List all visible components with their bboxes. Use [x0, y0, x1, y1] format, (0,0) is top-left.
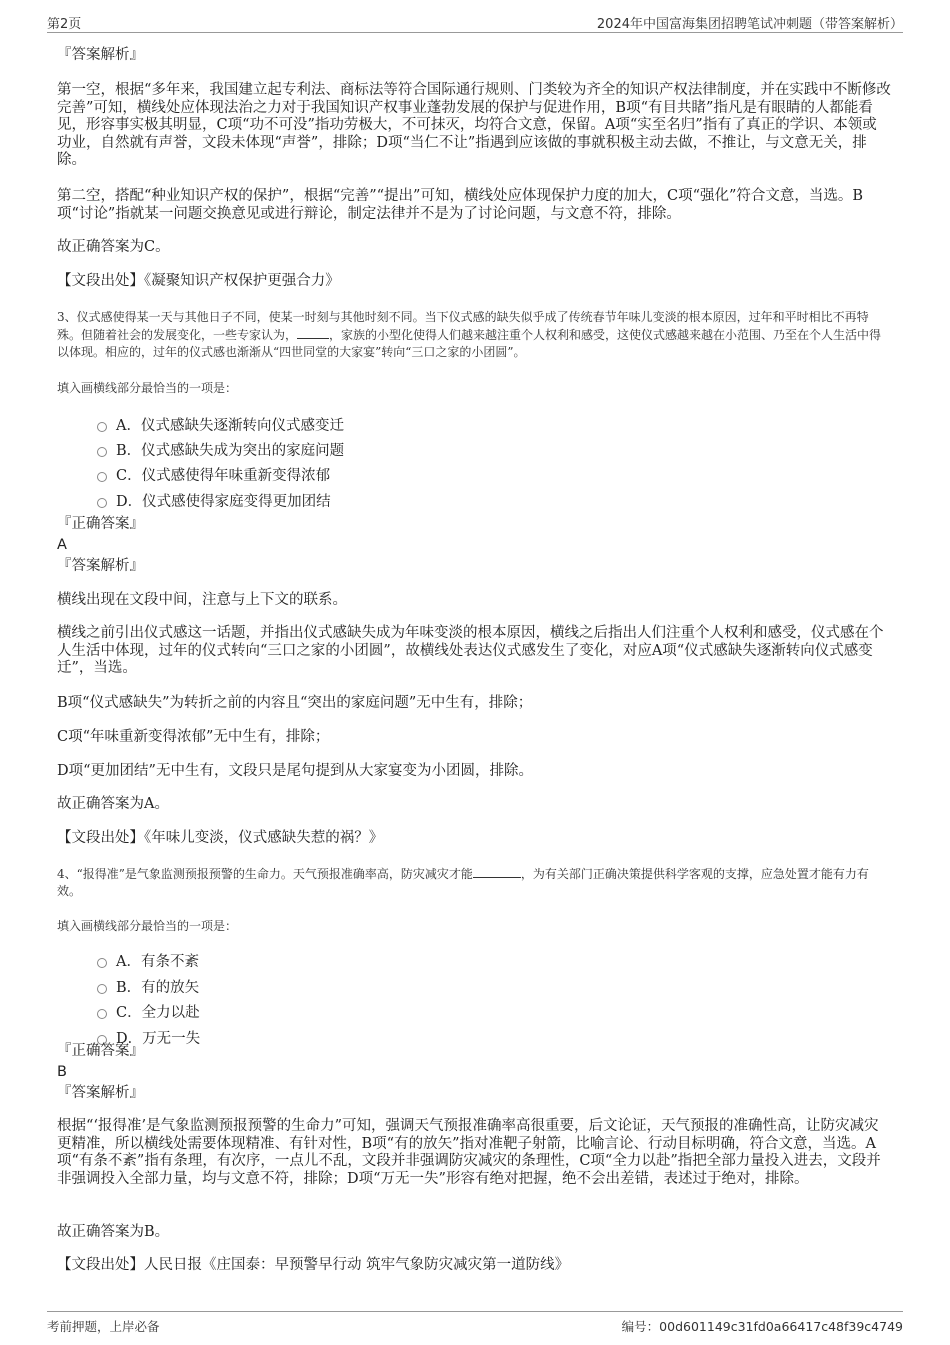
q3-correct-value: A — [57, 537, 67, 553]
q4-analysis-label: 『答案解析』 — [57, 1085, 144, 1101]
document-title: 2024年中国富海集团招聘笔试冲刺题（带答案解析） — [596, 17, 903, 32]
q4-correct-label: 『正确答案』 — [57, 1043, 144, 1059]
radio-icon[interactable] — [97, 422, 107, 432]
q3-blank — [297, 326, 329, 339]
q2-source: 【文段出处】《凝聚知识产权保护更强合力》 — [57, 273, 340, 289]
q3-option-a[interactable]: A．仪式感缺失逐渐转向仪式感变迁 — [97, 418, 344, 435]
q3-option-b[interactable]: B．仪式感缺失成为突出的家庭问题 — [97, 443, 344, 460]
q3-analysis-label: 『答案解析』 — [57, 558, 144, 574]
radio-icon[interactable] — [97, 498, 107, 508]
document-code: 编号：00d601149c31fd0a66417c48f39c4749 — [621, 1319, 903, 1334]
q3-conclusion: 故正确答案为A。 — [57, 796, 169, 812]
q3-stem: 3、仪式感使得某一天与其他日子不同，使某一时刻与其他时刻不同。当下仪式感的缺失似乎成了传统春节年味儿变淡的根本原因，过年和平时相比不再特殊。但随着社会的发展变化，一些专家认为， ，家族的小型化使得人们越来越注重个人权利和感受，这使仪式感越来越在小范围、乃至在个人生活中得以体现。相应的，过年的仪式感也渐渐从“四世同堂的大家宴”转向“三口之家的小团圆”。 — [57, 310, 882, 359]
q4-source: 【文段出处】人民日报《庄国泰：早预警早行动 筑牢气象防灾减灾第一道防线》 — [57, 1257, 570, 1273]
q3-analysis-1: 横线出现在文段中间，注意与上下文的联系。 — [57, 592, 347, 608]
q3-correct-label: 『正确答案』 — [57, 516, 144, 532]
q2-analysis-label: 『答案解析』 — [57, 47, 144, 63]
q4-option-b[interactable]: B．有的放矢 — [97, 980, 199, 997]
q4-option-c[interactable]: C．全力以赴 — [97, 1005, 200, 1022]
radio-icon[interactable] — [97, 447, 107, 457]
page-header — [47, 10, 903, 33]
q3-analysis-2: 横线之前引出仪式感这一话题，并指出仪式感缺失成为年味变淡的根本原因，横线之后指出人们注重个人权利和感受，仪式感在个人生活中体现，过年的仪式转向“三口之家的小团圆”，故横线处表达仪式感发生了变化，对应A项“仪式感缺失逐渐转向仪式感变迁”，当选。 — [57, 625, 884, 676]
q3-analysis-4: C项“年味重新变得浓郁”无中生有，排除； — [57, 729, 330, 745]
page-footer — [47, 1311, 903, 1338]
q2-analysis-para2: 第二空，搭配“种业知识产权的保护”，根据“完善”“提出”可知，横线处应体现保护力度的加大，C项“强化”符合文意，当选。B项“讨论”指就某一问题交换意见或进行辩论，制定法律并不是为了讨论问题，与文意不符，排除。 — [57, 188, 864, 222]
q3-analysis-5: D项“更加团结”无中生有，文段只是尾句提到从大家宴变为小团圆，排除。 — [57, 763, 533, 779]
q3-option-d[interactable]: D．仪式感使得家庭变得更加团结 — [97, 494, 331, 511]
q4-conclusion: 故正确答案为B。 — [57, 1224, 170, 1240]
radio-icon[interactable] — [97, 1009, 107, 1019]
q3-option-c[interactable]: C．仪式感使得年味重新变得浓郁 — [97, 468, 330, 485]
radio-icon[interactable] — [97, 984, 107, 994]
footer-note: 考前押题，上岸必备 — [47, 1319, 160, 1334]
q4-blank — [473, 865, 521, 878]
q4-stem: 4、“报得准”是气象监测预报预警的生命力。天气预报准确率高，防灾减灾才能 ，为有关部门正确决策提供科学客观的支撑，应急处置才能有力有效。 — [57, 867, 869, 898]
q3-prompt: 填入画横线部分最恰当的一项是： — [57, 381, 238, 395]
q4-option-d[interactable]: D．万无一失 — [97, 1031, 200, 1048]
q4-option-a[interactable]: A．有条不紊 — [97, 954, 199, 971]
q4-correct-value: B — [57, 1064, 67, 1080]
q2-analysis-para1: 第一空，根据“多年来，我国建立起专利法、商标法等符合国际通行规则、门类较为齐全的知识产权法律制度，并在实践中不断修改完善”可知，横线处应体现法治之力对于我国知识产权事业蓬勃发展的保护与促进作用，B项“有目共睹”指凡是有眼睛的人都能看见，形容事实极其明显，C项“功不可没”指功劳极大，不可抹灭，均符合文意，保留。A项“实至名归”指有了真正的学识、本领或功业，自然就有声誉，文段未体现“声誉”，排除；D项“当仁不让”指遇到应该做的事就积极主动去做，不推让，与文意无关，排除。 — [57, 82, 891, 168]
radio-icon[interactable] — [97, 472, 107, 482]
q3-analysis-3: B项“仪式感缺失”为转折之前的内容且“突出的家庭问题”无中生有，排除； — [57, 695, 533, 711]
q4-prompt: 填入画横线部分最恰当的一项是： — [57, 919, 238, 933]
radio-icon[interactable] — [97, 958, 107, 968]
page-number: 第2页 — [47, 17, 82, 32]
q4-analysis-1: 根据“‘报得准’是气象监测预报预警的生命力”可知，强调天气预报准确率高很重要，后文论证，天气预报的准确性高，让防灾减灾更精准，所以横线处需要体现精准、有针对性，B项“有的放矢”指对准靶子射箭，比喻言论、行动目标明确，符合文意，当选。A项“有条不紊”指有条理，有次序，一点儿不乱，文段并非强调防灾减灾的条理性，C项“全力以赴”指把全部力量投入进去，文段并非强调投入全部力量，均与文意不符，排除；D项“万无一失”形容有绝对把握，绝不会出差错，表述过于绝对，排除。 — [57, 1118, 881, 1187]
q3-source: 【文段出处】《年味儿变淡，仪式感缺失惹的祸？》 — [57, 830, 384, 846]
q2-conclusion: 故正确答案为C。 — [57, 239, 170, 255]
